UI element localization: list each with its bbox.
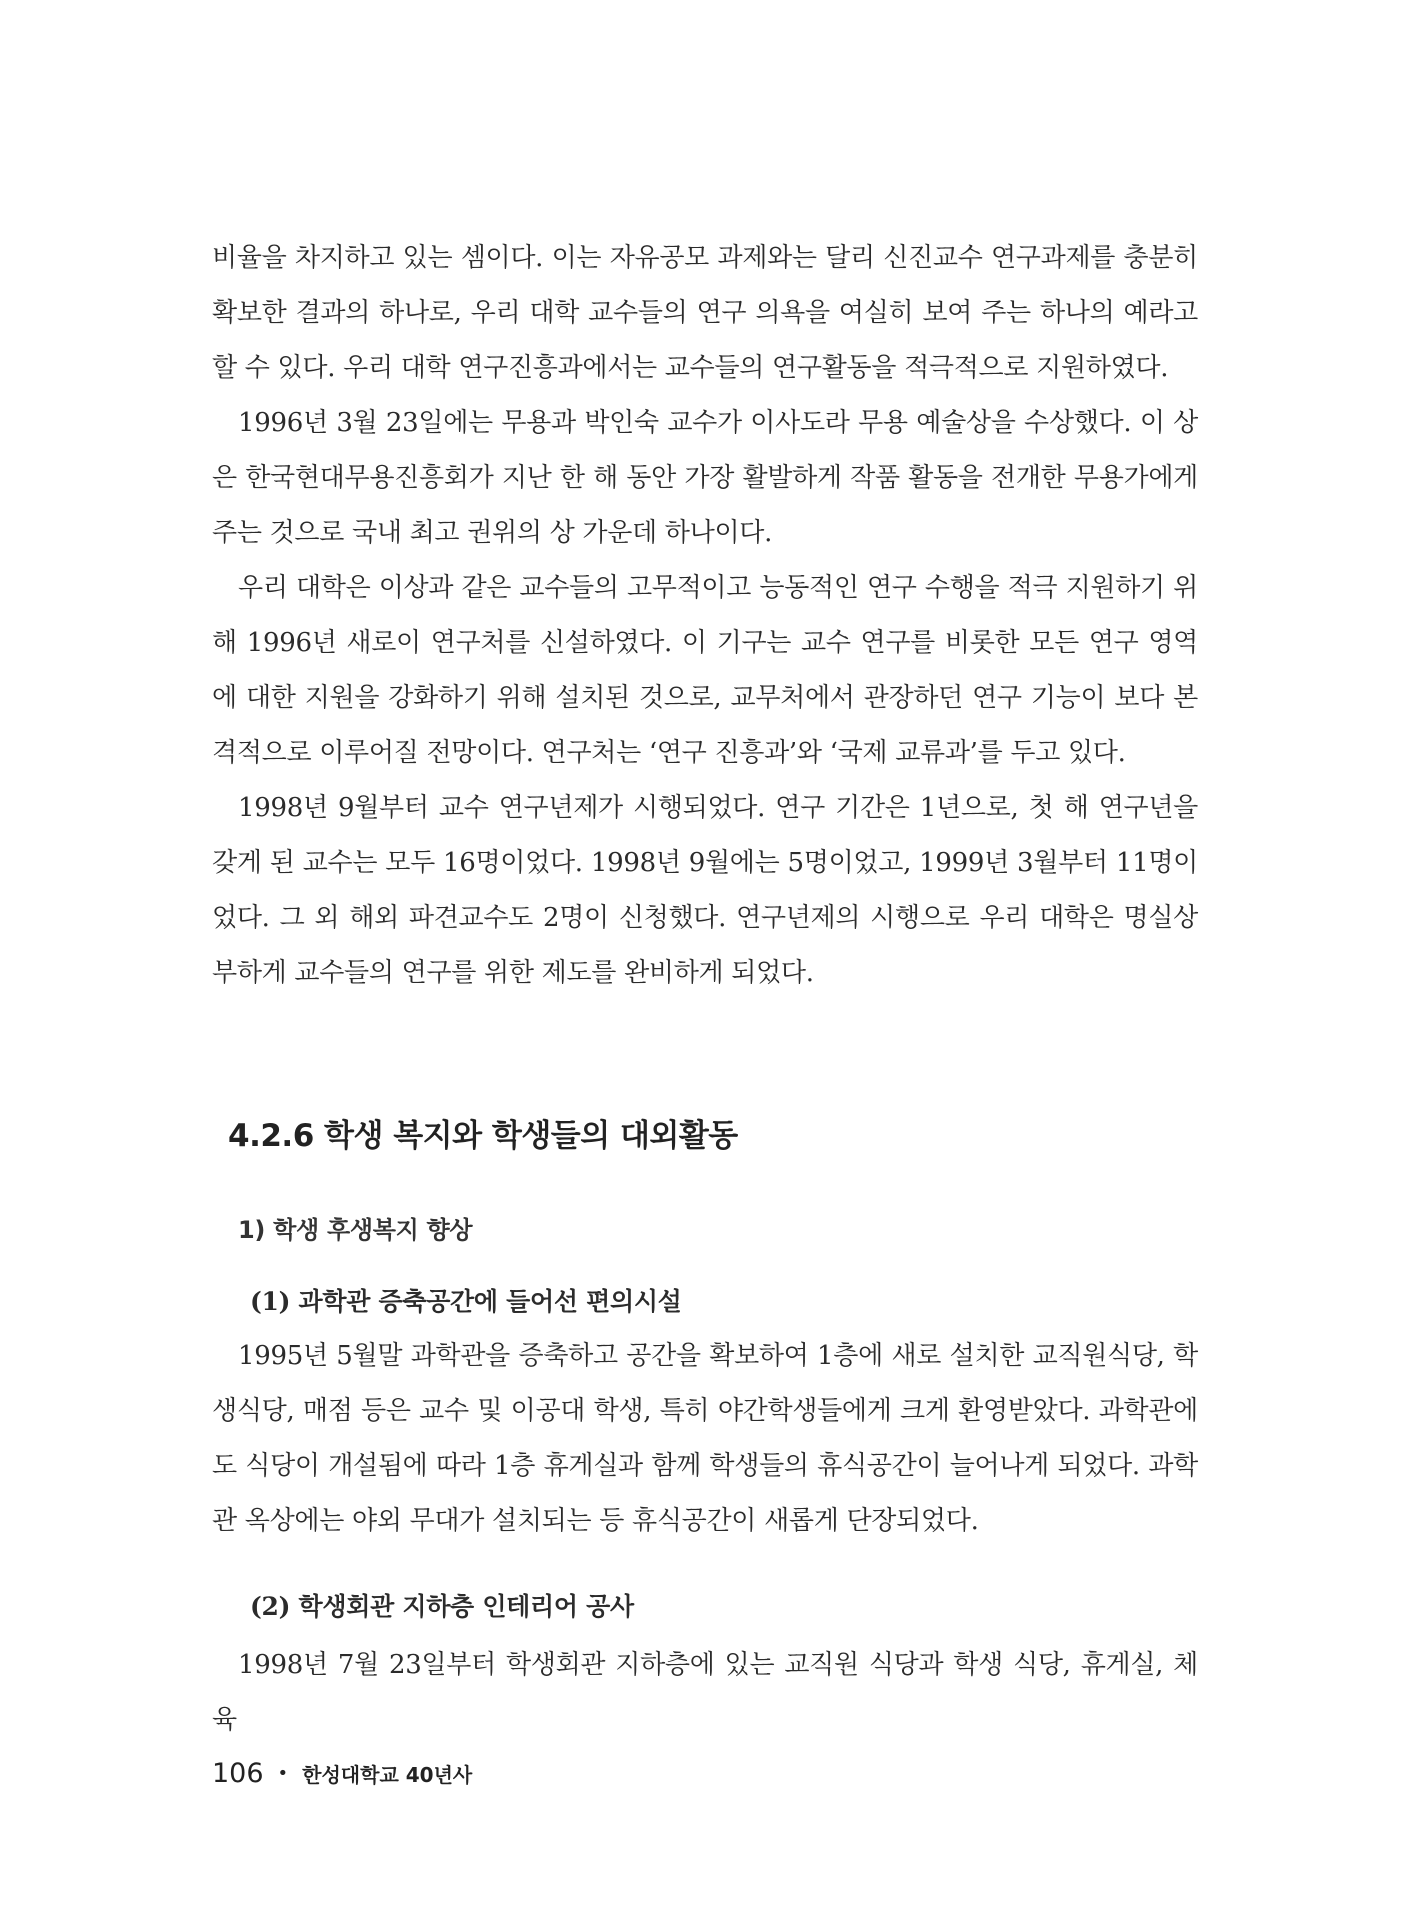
- section-title: 4.2.6 학생 복지와 학생들의 대외활동: [228, 1118, 738, 1154]
- paragraph: 1996년 3월 23일에는 무용과 박인숙 교수가 이사도라 무용 예술상을 수상했다. 이 상은 한국현대무용진흥회가 지난 한 해 동안 가장 활발하게 작품 활동을 전개한 무용가에게 주는 것으로 국내 최고 권위의 상 가운데 하나이다.: [212, 408, 1198, 548]
- paragraph: 비율을 차지하고 있는 셈이다. 이는 자유공모 과제와는 달리 신진교수 연구과제를 충분히 확보한 결과의 하나로, 우리 대학 교수들의 연구 의욕을 여실히 보여 주는 하나의 예라고 할 수 있다. 우리 대학 연구진흥과에서는 교수들의 연구활동을 적극적으로 지원하였다.: [212, 243, 1198, 383]
- footer-bullet: •: [277, 1763, 289, 1784]
- item-title: (2) 학생회관 지하층 인테리어 공사: [250, 1592, 634, 1621]
- body-text-item2: [212, 1638, 1198, 1748]
- page-number: 106: [212, 1758, 264, 1789]
- item-title: (1) 과학관 증축공간에 들어선 편의시설: [250, 1287, 682, 1316]
- paragraph: 1995년 5월말 과학관을 증축하고 공간을 확보하여 1층에 새로 설치한 교직원식당, 학생식당, 매점 등은 교수 및 이공대 학생, 특히 야간학생들에게 크게 환영받았다. 과학관에도 식당이 개설됨에 따라 1층 휴게실과 함께 학생들의 휴식공간이 늘어나게 되었다. 과학관 옥상에는 야외 무대가 설치되는 등 휴식공간이 새롭게 단장되었다.: [212, 1341, 1198, 1536]
- sub-title: 1) 학생 후생복지 향상: [238, 1216, 473, 1244]
- book-title: 한성대학교 40년사: [302, 1763, 473, 1787]
- page-footer: [212, 1758, 472, 1789]
- paragraph: 우리 대학은 이상과 같은 교수들의 고무적이고 능동적인 연구 수행을 적극 지원하기 위해 1996년 새로이 연구처를 신설하였다. 이 기구는 교수 연구를 비롯한 모든 연구 영역에 대한 지원을 강화하기 위해 설치된 것으로, 교무처에서 관장하던 연구 기능이 보다 본격적으로 이루어질 전망이다. 연구처는 ‘연구 진흥과’와 ‘국제 교류과’를 두고 있다.: [212, 573, 1198, 768]
- body-text-top: [212, 231, 1198, 1001]
- paragraph: 1998년 9월부터 교수 연구년제가 시행되었다. 연구 기간은 1년으로, 첫 해 연구년을 갖게 된 교수는 모두 16명이었다. 1998년 9월에는 5명이었고, 1999년 3월부터 11명이었다. 그 외 해외 파견교수도 2명이 신청했다. 연구년제의 시행으로 우리 대학은 명실상부하게 교수들의 연구를 위한 제도를 완비하게 되었다.: [212, 793, 1198, 988]
- paragraph: 1998년 7월 23일부터 학생회관 지하층에 있는 교직원 식당과 학생 식당, 휴게실, 체육: [212, 1650, 1198, 1735]
- body-text-item1: [212, 1329, 1198, 1549]
